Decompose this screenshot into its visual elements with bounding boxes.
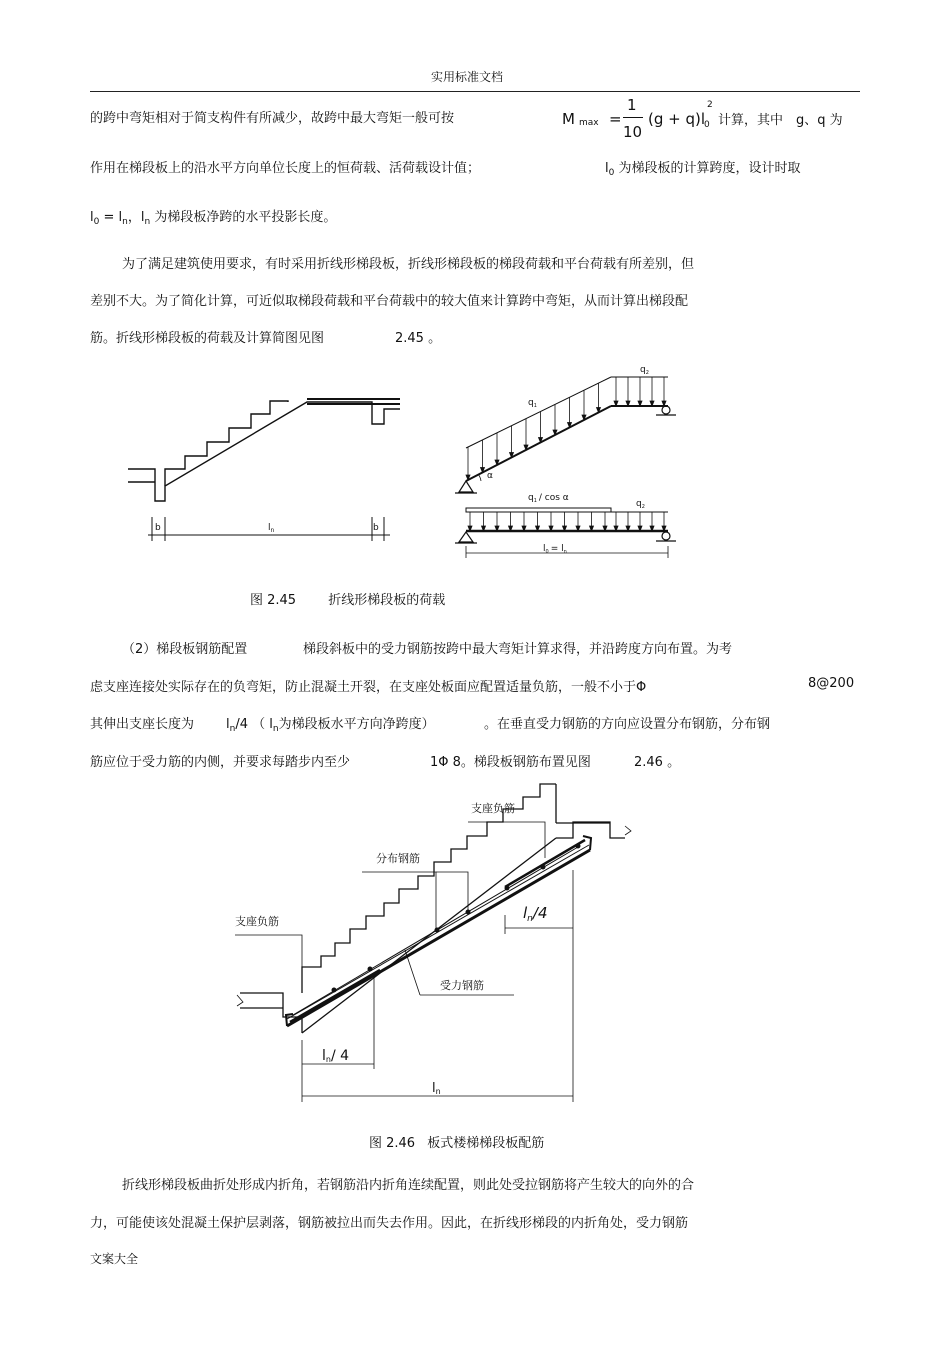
para3-period: 。 xyxy=(667,755,681,770)
fig245-label-ln: $l_n$ xyxy=(268,523,275,534)
fig245-load-inclined xyxy=(466,377,668,481)
l0-eq-l: l xyxy=(90,210,94,225)
page-footer: 文案大全 xyxy=(90,1252,139,1266)
fig-ref-246: 2.46 xyxy=(634,755,663,770)
line3-tail-text: 为梯段板净跨的水平投影长度。 xyxy=(154,210,337,225)
fig246-label-left-neg: 支座负筋 xyxy=(235,915,279,928)
fig245-supports-bottom xyxy=(455,532,676,543)
fig245-label-q1cos: $q_1$ / cos α xyxy=(528,493,569,504)
para2-line3: 筋。折线形梯段板的荷载及计算简图见图 xyxy=(90,331,325,346)
fig246-label-main: 受力钢筋 xyxy=(440,979,484,992)
formula-eq: = xyxy=(609,110,622,128)
para3-line4-c xyxy=(634,751,680,770)
ln-symbol-1: l xyxy=(226,717,230,732)
ln4-paren: /4 （ l xyxy=(235,717,273,732)
fig246-caption-num: 图 2.46 xyxy=(369,1136,416,1151)
para3-line2-b: 8@200 xyxy=(808,676,855,691)
fig245-beam-dimension xyxy=(466,546,668,558)
fig245-label-b-left: b xyxy=(155,523,161,533)
para3-line1-b: 梯段斜板中的受力钢筋按跨中最大弯矩计算求得，并沿跨度方向布置。为考 xyxy=(303,642,733,657)
fig-ref-245: 2.45 xyxy=(395,331,424,346)
fig246-caption xyxy=(369,1132,544,1151)
fig245-label-l0: $l_0 = l_n$ xyxy=(543,544,567,555)
fig246-stair-outline xyxy=(240,784,625,1033)
formula-max: max xyxy=(579,118,599,128)
fig246-caption-text: 板式楼梯梯段板配筋 xyxy=(427,1136,545,1151)
formula-denominator: 10 xyxy=(623,123,643,141)
fig246-label-ln4-right: $l_n/4$ xyxy=(523,904,548,924)
formula-numerator: 1 xyxy=(627,96,637,114)
para3-line3-e: 。在垂直受力钢筋的方向应设置分布钢筋，分布钢 xyxy=(484,717,771,732)
fig246-leaders xyxy=(235,822,545,995)
body-line-1: 的跨中弯矩相对于简支构件有所减少，故跨中最大弯矩一般可按 xyxy=(90,111,455,126)
formula-sup2: 2 xyxy=(707,100,713,110)
ln-eq-sub: n xyxy=(122,217,128,227)
formula-m: M xyxy=(562,110,575,128)
ln-desc: 为梯段板水平方向净跨度） xyxy=(278,717,435,732)
fig245-label-q1: $q_1$ xyxy=(528,398,537,409)
para3-line1-a: （2）梯段板钢筋配置 xyxy=(122,642,248,657)
para3-line4-b: 1Φ 8。梯段板钢筋布置见图 xyxy=(430,755,591,770)
l0-sub: 0 xyxy=(608,168,615,178)
para4-line1: 折线形梯段板曲折处形成内折角，若钢筋沿内折角连续配置，则此处受拉钢筋将产生较大的向外的合 xyxy=(122,1178,695,1193)
ln-comma: ，l xyxy=(127,210,145,225)
fig246-break-marks xyxy=(237,826,631,1006)
ln-sub-1: n xyxy=(229,724,236,734)
para2-line1: 为了满足建筑使用要求，有时采用折线形梯段板，折线形梯段板的梯段荷载和平台荷载有所差别，但 xyxy=(122,257,695,272)
l0-eq-sub: 0 xyxy=(93,217,100,227)
fig245-label-alpha: α xyxy=(487,471,493,481)
fig246-label-dist: 分布钢筋 xyxy=(376,852,420,865)
line2-tail-text: 为梯段板的计算跨度，设计时取 xyxy=(618,161,801,176)
fig246-label-ln: ln xyxy=(432,1081,441,1096)
formula-expr: (g + q)l xyxy=(648,110,706,128)
fig245-load-arrows-horizontal xyxy=(468,512,666,531)
para2-line2: 差别不大。为了简化计算，可近似取梯段荷载和平台荷载中的较大值来计算跨中弯矩，从而计算出梯段配 xyxy=(90,294,689,309)
fig245-label-q2b: $q_2$ xyxy=(636,499,645,510)
formula-tail: 计算，其中 g、q 为 xyxy=(718,113,843,128)
page-header: 实用标准文档 xyxy=(431,70,504,84)
para3-line2-a: 虑支座连接处实际存在的负弯矩，防止混凝土开裂，在支座处板面应配置适量负筋，一般不小于Φ xyxy=(90,680,647,695)
fig245-label-b-right: b xyxy=(373,523,379,533)
fig245-caption-text: 折线形梯段板的荷载 xyxy=(328,593,446,608)
para3-line3-a: 其伸出支座长度为 xyxy=(90,717,195,732)
fig245-caption xyxy=(250,589,445,608)
para3-line4-a: 筋应位于受力筋的内侧，并要求每踏步内至少 xyxy=(90,755,351,770)
ln-sub-2: n xyxy=(272,724,279,734)
body-line-2: 作用在梯段板上的沿水平方向单位长度上的恒荷载、活荷载设计值； xyxy=(90,161,481,176)
formula-sub0: 0 xyxy=(704,120,710,130)
l0-symbol: l xyxy=(605,161,609,176)
fig246-label-ln4-left: ln/ 4 xyxy=(322,1048,350,1064)
fig245-caption-num: 图 2.45 xyxy=(250,593,297,608)
fig245-label-q2: $q_2$ xyxy=(640,365,649,376)
ln-comma-sub: n xyxy=(144,217,151,227)
ln-eq-l: = l xyxy=(103,210,123,225)
fig246-label-top-neg: 支座负筋 xyxy=(471,802,515,815)
para2-period: 。 xyxy=(428,331,442,346)
para4-line2: 力，可能使该处混凝土保护层剥落，钢筋被拉出而失去作用。因此，在折线形梯段的内折角处，受力钢筋 xyxy=(90,1216,689,1231)
para3-line3-b xyxy=(226,713,435,732)
fig245-stair-section xyxy=(128,399,400,501)
